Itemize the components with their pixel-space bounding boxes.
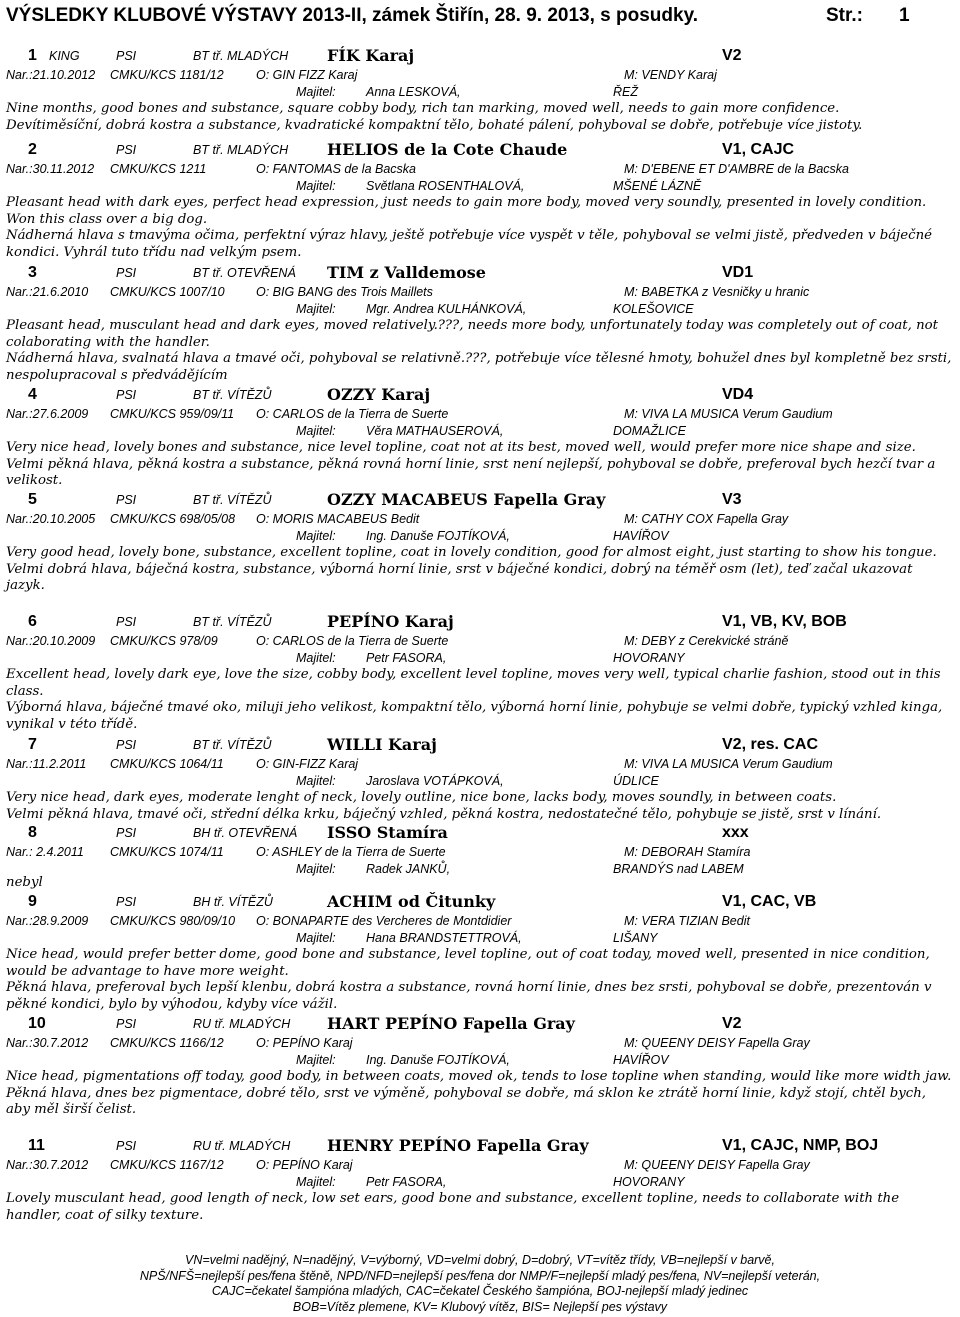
sire: O: GIN-FIZZ Karaj xyxy=(256,757,359,771)
dog-entry xyxy=(6,891,954,1013)
owner-name: Světlana ROSENTHALOVÁ, xyxy=(366,179,525,193)
critique-cz: Velmi dobrá hlava, báječná kostra, substance, výborná horní linie, srst v báječné kondici, dobrý na téměř osm (let), teď začal ukazovat jazyk. xyxy=(6,561,913,593)
entry-pedigree-row xyxy=(6,161,954,178)
absent-note: nebyl xyxy=(6,875,43,890)
entry-class: BT tř. OTEVŘENÁ xyxy=(193,266,296,280)
dam: M: VIVA LA MUSICA Verum Gaudium xyxy=(624,407,833,421)
critique-en: Pleasant head with dark eyes, perfect head expression, just needs to gain more body, moved very soundly, presented in lovely condition. Won this class over a big dog. xyxy=(6,195,927,227)
entry-pedigree-row xyxy=(6,67,954,84)
page-number: 1 xyxy=(899,5,910,26)
entry-title-row xyxy=(6,611,954,633)
entry-pedigree-row xyxy=(6,913,954,930)
entry-pedigree-row xyxy=(6,284,954,301)
registration-number: CMKU/KCS 1166/12 xyxy=(110,1036,224,1050)
birth-date: Nar.:28.9.2009 xyxy=(6,914,89,928)
owner-name: Mgr. Andrea KULHÁNKOVÁ, xyxy=(366,302,527,316)
entry-title-row xyxy=(6,45,954,67)
dog-entry xyxy=(6,1013,954,1119)
dam: M: BABETKA z Vesničky u hranic xyxy=(624,285,810,299)
birth-date: Nar.:11.2.2011 xyxy=(6,757,87,771)
critique-cz: Nádherná hlava, svalnatá hlava a tmavé oči, pohyboval se relativně.???, potřebuje více tělesné hmoty, bohužel dnes byl kompletně bez srsti, nespolupracoval s předvádějícím xyxy=(6,351,952,383)
dog-entry xyxy=(6,45,954,134)
birth-date: Nar.:20.10.2005 xyxy=(6,512,96,526)
dog-name: FÍK Karaj xyxy=(327,46,415,65)
entry-class: BT tř. VÍTĚZŮ xyxy=(193,388,272,402)
page-label: Str.: xyxy=(826,5,863,26)
dog-name: WILLI Karaj xyxy=(327,735,437,754)
owner-label: Majitel: xyxy=(296,1175,336,1189)
critique-cz: Nádherná hlava s tmavýma očima, perfektní výraz hlavy, ještě potřebuje více vyspět v těle, pohyboval se velmi jistě, předveden v báječné kondici. Vyhrál tuto třídu nad velkým psem. xyxy=(6,228,933,260)
critique-cz: Devítiměsíční, dobrá kostra a substance, kvadratické kompaktní tělo, bohaté pálení, pohyboval se dobře, potřebuje více jistoty. xyxy=(6,117,863,133)
entry-number: 3 xyxy=(28,264,37,281)
critique-en: Nine months, good bones and substance, square cobby body, rich tan marking, moved well, needs to gain more confidence. xyxy=(6,101,840,116)
entry-number: 9 xyxy=(28,893,37,910)
registration-number: CMKU/KCS 698/05/08 xyxy=(110,512,236,526)
owner-label: Majitel: xyxy=(296,1053,336,1067)
entry-number: 7 xyxy=(28,736,37,753)
dog-entry xyxy=(6,822,954,878)
dam: M: VERA TIZIAN Bedit xyxy=(624,914,750,928)
owner-label: Majitel: xyxy=(296,774,336,788)
entry-owner-row xyxy=(6,423,954,440)
entry-class: BH tř. VÍTĚZŮ xyxy=(193,895,273,909)
dog-name: ACHIM od Čitunky xyxy=(327,892,496,911)
sire: O: BIG BANG des Trois Maillets xyxy=(256,285,433,299)
owner-name: Ing. Danuše FOJTÍKOVÁ, xyxy=(366,1053,510,1067)
entry-breed: PSI xyxy=(116,895,137,909)
sire: O: FANTOMAS de la Bacska xyxy=(256,162,417,176)
critique-en: Very nice head, dark eyes, moderate lenght of neck, lovely outline, nice bone, lacks body, moves soundly, in between coats. xyxy=(6,790,837,805)
owner-city: ŘEŽ xyxy=(613,85,638,99)
dam: M: DEBORAH Stamíra xyxy=(624,845,751,859)
entry-pedigree-row xyxy=(6,1157,954,1174)
birth-date: Nar.:30.7.2012 xyxy=(6,1158,89,1172)
entry-grade: VD1 xyxy=(722,264,754,281)
entry-grade: V1, CAC, VB xyxy=(722,893,817,910)
critique-en: Lovely musculant head, good length of neck, low set ears, good bone and substance, excellent topline, needs to collaborate with the handler, coat of silky texture. xyxy=(6,1191,900,1223)
critique-en: Nice head, would prefer better dome, good bone and substance, level topline, out of coat today, moved well, presented in nice condition, would be advantage to have more weight. xyxy=(6,947,930,979)
entry-title-row xyxy=(6,1013,954,1035)
entry-title-row xyxy=(6,1135,954,1157)
entry-grade: V2 xyxy=(722,1015,742,1032)
entry-number: 6 xyxy=(28,613,37,630)
birth-date: Nar.:21.6.2010 xyxy=(6,285,89,299)
entry-breed: PSI xyxy=(116,615,137,629)
entry-number: 5 xyxy=(28,491,37,508)
entry-class: BH tř. OTEVŘENÁ xyxy=(193,826,298,840)
entry-pedigree-row xyxy=(6,1035,954,1052)
entry-owner-row xyxy=(6,84,954,101)
entry-number: 8 xyxy=(28,824,37,841)
entry-pedigree-row xyxy=(6,844,954,861)
entry-number: 1 xyxy=(28,47,37,64)
entry-breed: PSI xyxy=(116,1139,137,1153)
entry-breed: PSI xyxy=(116,493,137,507)
entry-owner-row xyxy=(6,1174,954,1191)
dog-entry xyxy=(6,139,954,261)
sire: O: MORIS MACABEUS Bedit xyxy=(256,512,420,526)
sire: O: PEPÍNO Karaj xyxy=(256,1158,353,1172)
birth-date: Nar.:21.10.2012 xyxy=(6,68,96,82)
dam: M: CATHY COX Fapella Gray xyxy=(624,512,789,526)
critique-cz: Výborná hlava, báječné tmavé oko, miluji jeho velikost, kompaktní tělo, výborná horní linie, pohybuje se velmi dobře, typický vzhled kinga, vynikal v této třídě. xyxy=(6,700,943,732)
entry-owner-row xyxy=(6,301,954,318)
entry-breed: PSI xyxy=(116,266,137,280)
registration-number: CMKU/KCS 1167/12 xyxy=(110,1158,224,1172)
birth-date: Nar.: 2.4.2011 xyxy=(6,845,84,859)
dam: M: D'EBENE ET D'AMBRE de la Bacska xyxy=(624,162,849,176)
entry-owner-row xyxy=(6,930,954,947)
entry-owner-row xyxy=(6,528,954,545)
birth-date: Nar.:30.7.2012 xyxy=(6,1036,89,1050)
registration-number: CMKU/KCS 1074/11 xyxy=(110,845,224,859)
critique-en: Nice head, pigmentations off today, good body, in between coats, moved ok, tends to lose topline when standing, would like more width jaw. xyxy=(6,1069,952,1084)
dam: M: QUEENY DEISY Fapella Gray xyxy=(624,1158,810,1172)
owner-name: Věra MATHAUSEROVÁ, xyxy=(366,424,504,438)
registration-number: CMKU/KCS 1181/12 xyxy=(110,68,224,82)
entry-grade: V2 xyxy=(722,47,742,64)
legend-line: VN=velmi nadějný, N=nadějný, V=výborný, VD=velmi dobrý, D=dobrý, VT=vítěz třídy, VB=nejlepší v barvě, xyxy=(185,1253,775,1267)
owner-label: Majitel: xyxy=(296,179,336,193)
entry-owner-row xyxy=(6,861,954,878)
page-title: VÝSLEDKY KLUBOVÉ VÝSTAVY 2013-II, zámek Štiřín, 28. 9. 2013, s posudky. xyxy=(6,5,699,26)
entry-number: 10 xyxy=(28,1015,46,1032)
owner-city: HOVORANY xyxy=(613,1175,685,1189)
legend-line: CAJC=čekatel šampióna mladých, CAC=čekatel Českého šampióna, BOJ-nejlepší mladý jedinec xyxy=(211,1284,749,1298)
dog-entry xyxy=(6,262,954,384)
dog-name: TIM z Valldemose xyxy=(327,263,486,282)
sire: O: PEPÍNO Karaj xyxy=(256,1036,353,1050)
dam: M: VIVA LA MUSICA Verum Gaudium xyxy=(624,757,833,771)
entry-breed: PSI xyxy=(116,388,137,402)
entry-grade: VD4 xyxy=(722,386,754,403)
dog-name: OZZY MACABEUS Fapella Gray xyxy=(327,490,606,509)
owner-label: Majitel: xyxy=(296,85,336,99)
dog-name: PEPÍNO Karaj xyxy=(327,612,454,631)
entry-title-row xyxy=(6,891,954,913)
legend-line: NPŠ/NFŠ=nejlepší pes/fena štěně, NPD/NFD=nejlepší pes/fena dor NMP/F=nejlepší mladý pes/fena, NV=nejlepší veterán, xyxy=(139,1268,821,1283)
registration-number: CMKU/KCS 1211 xyxy=(110,162,207,176)
dog-entry xyxy=(6,489,954,595)
owner-label: Majitel: xyxy=(296,302,336,316)
entry-owner-row xyxy=(6,178,954,195)
registration-number: CMKU/KCS 1007/10 xyxy=(110,285,225,299)
owner-name: Jaroslava VOTÁPKOVÁ, xyxy=(366,774,504,788)
owner-city: HAVÍŘOV xyxy=(613,529,669,543)
entry-number: 4 xyxy=(28,386,37,403)
registration-number: CMKU/KCS 959/09/11 xyxy=(110,407,235,421)
dog-name: HELIOS de la Cote Chaude xyxy=(327,140,568,159)
registration-number: CMKU/KCS 980/09/10 xyxy=(110,914,236,928)
entry-class: BT tř. VÍTĚZŮ xyxy=(193,738,272,752)
dog-name: HENRY PEPÍNO Fapella Gray xyxy=(327,1136,589,1155)
birth-date: Nar.:20.10.2009 xyxy=(6,634,96,648)
entry-grade: V3 xyxy=(722,491,742,508)
owner-label: Majitel: xyxy=(296,651,336,665)
owner-city: LIŠANY xyxy=(613,931,658,945)
dog-entry xyxy=(6,734,954,823)
legend-line: BOB=Vítěz plemene, KV= Klubový vítěz, BIS= Nejlepší pes výstavy xyxy=(292,1299,668,1314)
owner-city: HAVÍŘOV xyxy=(613,1053,669,1067)
entry-class: RU tř. MLADÝCH xyxy=(193,1139,291,1153)
registration-number: CMKU/KCS 978/09 xyxy=(110,634,218,648)
entry-number: 2 xyxy=(28,141,37,158)
entry-grade: V2, res. CAC xyxy=(722,736,819,753)
critique-en: Very good head, lovely bone, substance, excellent topline, coat in lovely condition, good for almost eight, just starting to show his tongue. xyxy=(6,545,937,560)
entry-owner-row xyxy=(6,650,954,667)
legend xyxy=(0,1253,960,1315)
dog-name: HART PEPÍNO Fapella Gray xyxy=(327,1014,575,1033)
owner-name: Anna LESKOVÁ, xyxy=(366,85,461,99)
entry-title-row xyxy=(6,139,954,161)
entry-owner-row xyxy=(6,773,954,790)
owner-city: BRANDÝS nad LABEM xyxy=(613,862,744,876)
entry-title-row xyxy=(6,262,954,284)
entry-class: BT tř. VÍTĚZŮ xyxy=(193,615,272,629)
owner-label: Majitel: xyxy=(296,529,336,543)
critique-en: Excellent head, lovely dark eye, love the size, cobby body, excellent level topline, moves very well, typical charlie fashion, stood out in this class. xyxy=(6,667,941,699)
critique-cz: Velmi pěkná hlava, pěkná kostra a substance, pěkná rovná horní linie, srst není nejlepší, pohyboval se dobře, preferoval bych hezčí tvar a velikost. xyxy=(6,456,936,488)
critique-cz: Pěkná hlava, dnes bez pigmentace, dobré tělo, srst ve výměně, pohyboval se dobře, má sklon ke ztrátě horní linie, když stojí, chtěl bych, aby měl širší čelist. xyxy=(6,1085,927,1117)
owner-name: Ing. Danuše FOJTÍKOVÁ, xyxy=(366,529,510,543)
entry-class: BT tř. VÍTĚZŮ xyxy=(193,493,272,507)
entry-breed: PSI xyxy=(116,143,137,157)
dog-entry xyxy=(6,1135,954,1224)
entry-breed: PSI xyxy=(116,49,137,63)
sire: O: CARLOS de la Tierra de Suerte xyxy=(256,634,449,648)
entry-owner-row xyxy=(6,1052,954,1069)
entry-class: BT tř. MLADÝCH xyxy=(193,143,289,157)
critique-cz: Pěkná hlava, preferoval bych lepší klenbu, dobrá kostra a substance, rovná horní linie, dnes bez srsti, pohyboval se dobře, prezentován v pěkné kondici, bylo by výhodou, kdyby více vážil. xyxy=(6,980,932,1012)
dam: M: VENDY Karaj xyxy=(624,68,717,82)
sire: O: BONAPARTE des Vercheres de Montdidier xyxy=(256,914,512,928)
page-header xyxy=(6,5,954,31)
dog-entry xyxy=(6,611,954,733)
entry-pedigree-row xyxy=(6,406,954,423)
entry-breed: PSI xyxy=(116,738,137,752)
entry-pedigree-row xyxy=(6,511,954,528)
sire: O: GIN FIZZ Karaj xyxy=(256,68,358,82)
birth-date: Nar.:30.11.2012 xyxy=(6,162,95,176)
owner-name: Radek JANKŮ, xyxy=(366,862,451,876)
registration-number: CMKU/KCS 1064/11 xyxy=(110,757,224,771)
entry-class: RU tř. MLADÝCH xyxy=(193,1017,291,1031)
dog-name: ISSO Stamíra xyxy=(327,823,448,842)
critique-en: Very nice head, lovely bones and substance, nice level topline, coat not at its best, moved well, would prefer more nice shape and size. xyxy=(6,440,916,455)
entry-breed: PSI xyxy=(116,826,137,840)
owner-city: HOVORANY xyxy=(613,651,685,665)
entry-grade: V1, VB, KV, BOB xyxy=(722,613,847,630)
sire: O: CARLOS de la Tierra de Suerte xyxy=(256,407,449,421)
entry-pedigree-row xyxy=(6,756,954,773)
dam: M: QUEENY DEISY Fapella Gray xyxy=(624,1036,810,1050)
entry-grade: V1, CAJC xyxy=(722,141,795,158)
owner-label: Majitel: xyxy=(296,862,336,876)
entry-number: 11 xyxy=(28,1137,45,1154)
owner-city: ÚDLICE xyxy=(613,774,659,788)
entry-grade: xxx xyxy=(722,824,749,841)
dog-entry xyxy=(6,384,954,490)
owner-label: Majitel: xyxy=(296,424,336,438)
birth-date: Nar.:27.6.2009 xyxy=(6,407,89,421)
critique-en: Pleasant head, musculant head and dark eyes, moved relatively.???, needs more body, unfortunately today was completely out of coat, not colaborating with the handler. xyxy=(6,318,938,350)
entry-pedigree-row xyxy=(6,633,954,650)
critique-cz: Velmi pěkná hlava, tmavé oči, střední délka krku, báječný vzhled, pěkná kostra, nedostatečné tělo, pohybuje se jistě, srst v línání. xyxy=(6,806,882,822)
owner-city: MŠENÉ LÁZNĚ xyxy=(613,179,702,193)
entry-title-row xyxy=(6,822,954,844)
entry-title-row xyxy=(6,489,954,511)
entry-grade: V1, CAJC, NMP, BOJ xyxy=(722,1137,879,1154)
entry-breed: PSI xyxy=(116,1017,137,1031)
owner-city: DOMAŽLICE xyxy=(613,424,686,438)
entry-sex: KING xyxy=(49,49,80,63)
entry-title-row xyxy=(6,734,954,756)
dog-name: OZZY Karaj xyxy=(327,385,431,404)
entry-class: BT tř. MLADÝCH xyxy=(193,49,289,63)
owner-name: Petr FASORA, xyxy=(366,1175,447,1189)
entry-title-row xyxy=(6,384,954,406)
dam: M: DEBY z Cerekvické stráně xyxy=(624,634,789,648)
owner-name: Hana BRANDSTETTROVÁ, xyxy=(366,931,522,945)
sire: O: ASHLEY de la Tierra de Suerte xyxy=(256,845,446,859)
owner-city: KOLEŠOVICE xyxy=(613,302,694,316)
owner-label: Majitel: xyxy=(296,931,336,945)
owner-name: Petr FASORA, xyxy=(366,651,447,665)
